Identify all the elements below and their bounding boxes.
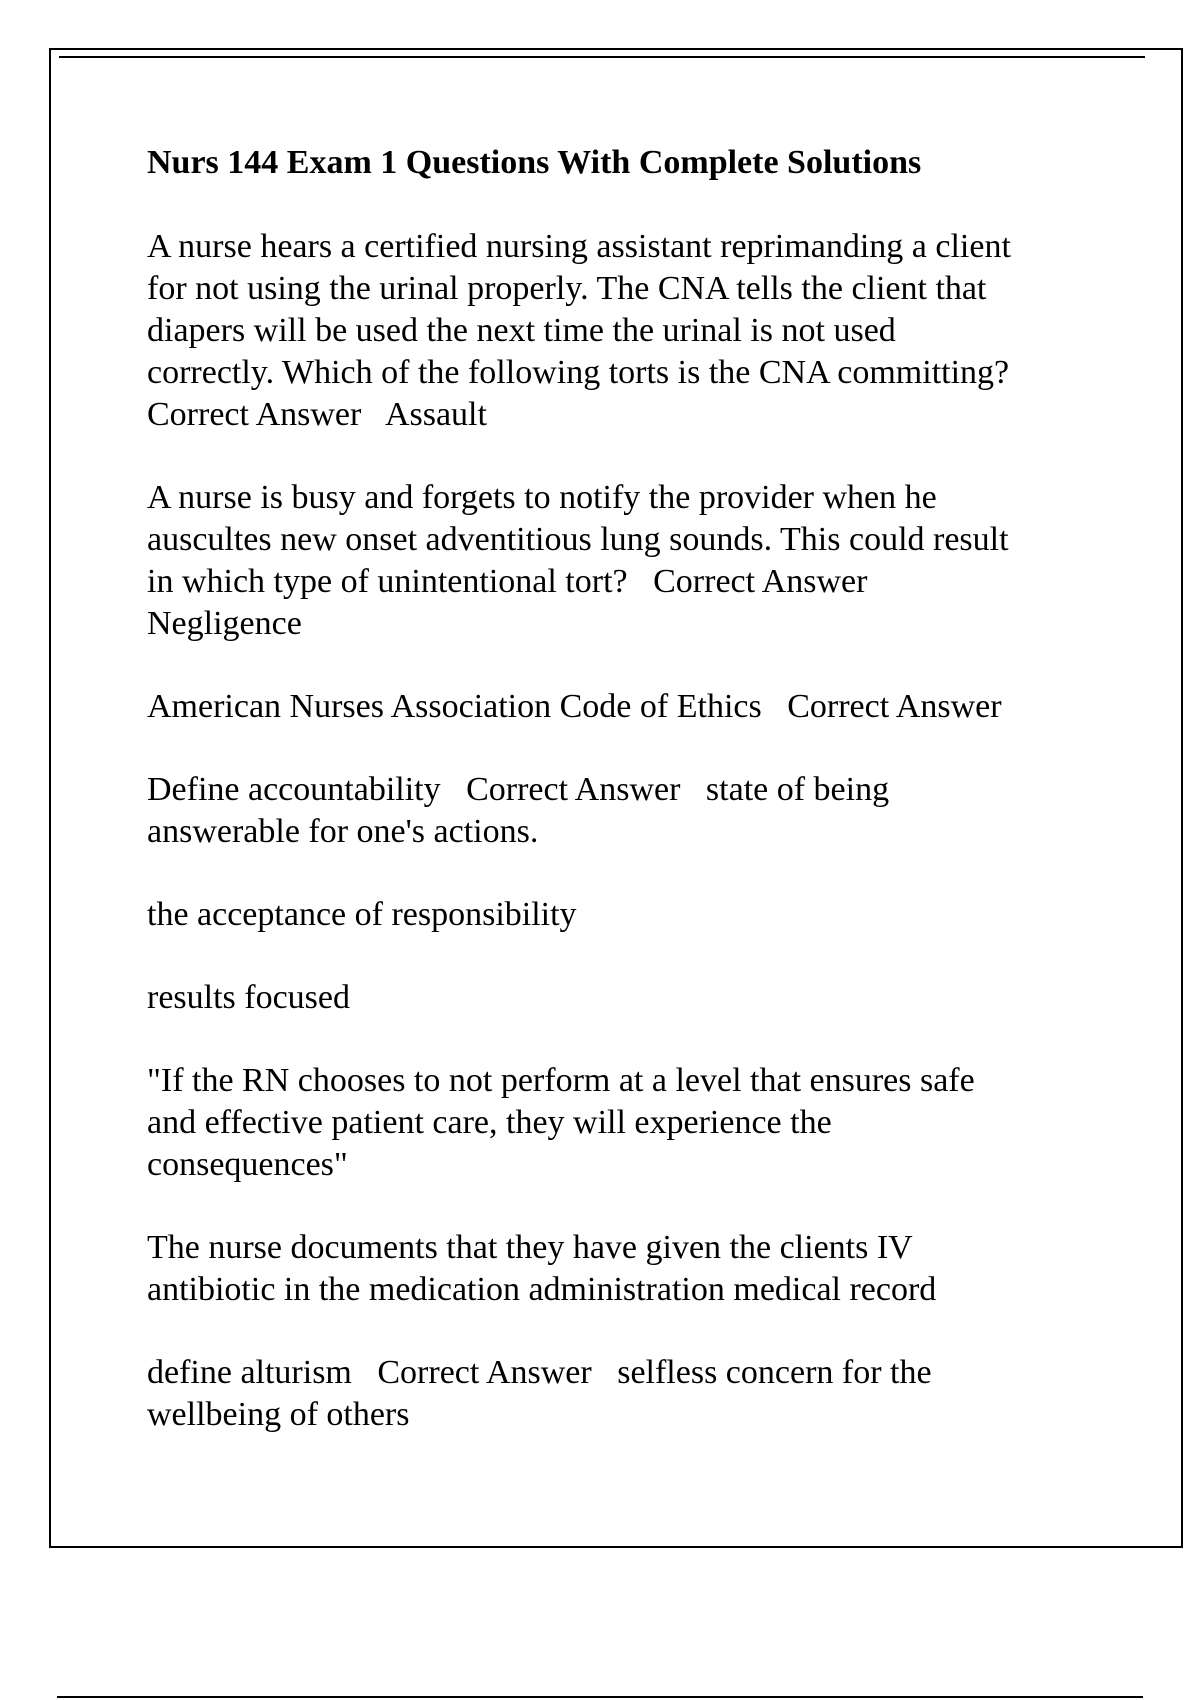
accountability-quote: "If the RN chooses to not perform at a level that ensures safe and effective patient care, they will experience the consequences"	[147, 1062, 975, 1183]
footer-rule	[57, 1696, 1143, 1698]
question-assault: A nurse hears a certified nursing assistant reprimanding a client for not using the urinal properly. The CNA tells the client that diapers will be used the next time the urinal is not used correctly. Which of the following torts is the CNA committing? Correct Answer Assault	[147, 228, 1011, 433]
document-title: Nurs 144 Exam 1 Questions With Complete Solutions	[147, 144, 922, 181]
accountability-point-responsibility: the acceptance of responsibility	[147, 896, 577, 933]
header-rule	[59, 56, 1145, 58]
accountability-point-results: results focused	[147, 979, 351, 1016]
question-altruism: define alturism Correct Answer selfless concern for the wellbeing of others	[147, 1354, 932, 1433]
question-ana-code: American Nurses Association Code of Ethics Correct Answer	[147, 688, 1002, 725]
accountability-example: The nurse documents that they have given the clients IV antibiotic in the medication administration medical record	[147, 1229, 937, 1308]
page-border	[49, 48, 1183, 1548]
question-negligence: A nurse is busy and forgets to notify the provider when he auscultes new onset adventitious lung sounds. This could result in which type of unintentional tort? Correct Answer Negligence	[147, 479, 1009, 642]
question-accountability: Define accountability Correct Answer state of being answerable for one's actions.	[147, 771, 890, 850]
document-body	[147, 142, 1147, 1477]
